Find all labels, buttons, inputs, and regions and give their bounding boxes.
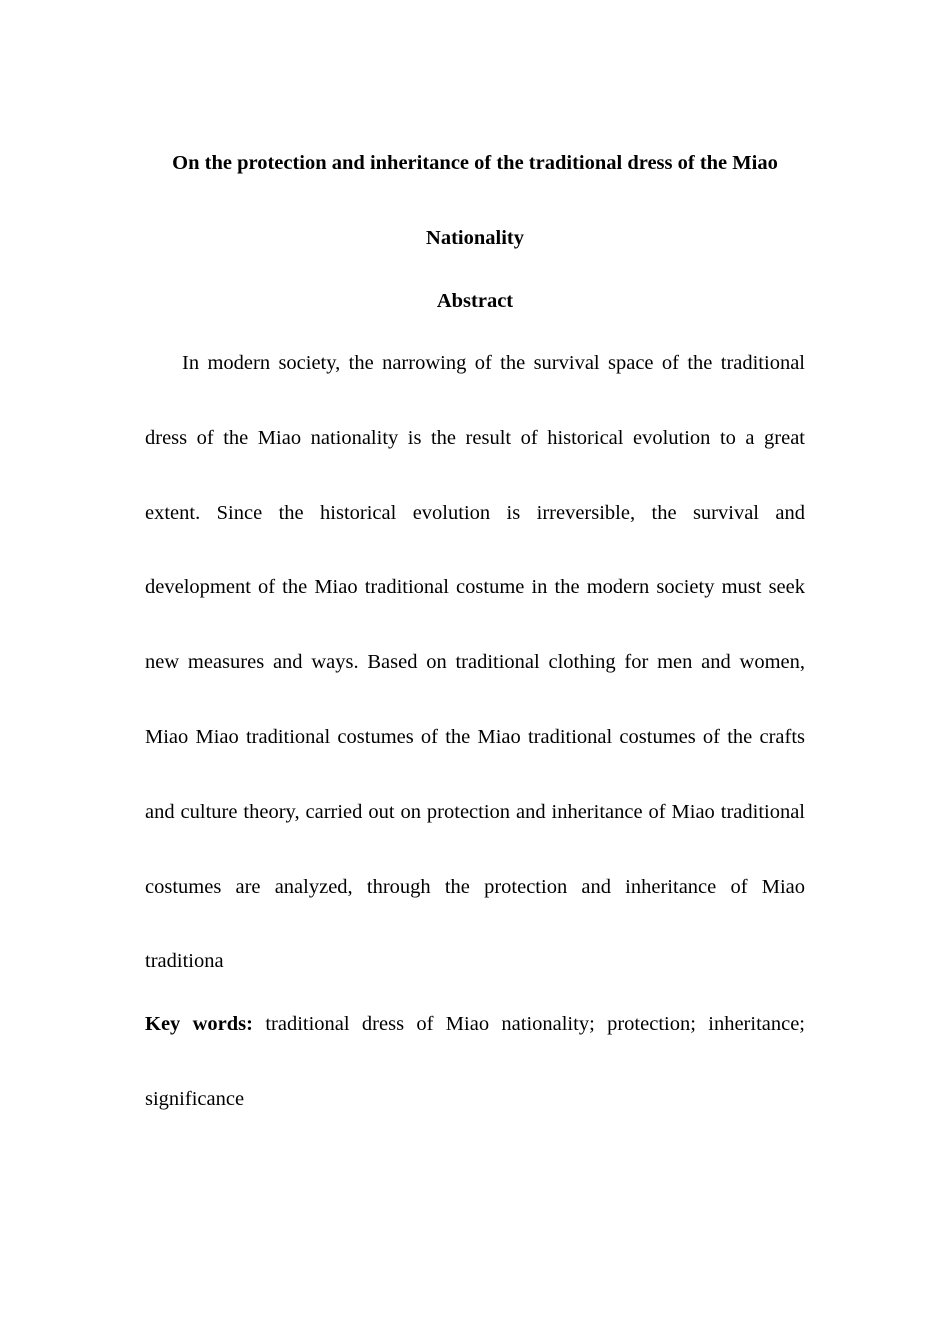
abstract-heading: Abstract [436,290,514,312]
keywords-paragraph [145,987,805,1137]
keywords-text: traditional dress of Miao nationality; protection; inheritance; significance [145,1013,806,1110]
document-title [145,126,805,276]
title-line-2: Nationality [426,227,524,249]
document-page [145,126,805,1137]
abstract-body: In modern society, the narrowing of the survival space of the traditional dress of the Miao nationality is the result of historical evolution to a great extent. Since the historical evolution is irreversible, the survival and development of the Miao traditional costume in the modern society must seek new measures and ways. Based on traditional clothing for men and women, Miao Miao traditional costumes of the Miao traditional costumes of the crafts and culture theory, carried out on protection and inheritance of Miao traditional costumes are analyzed, through the protection and inheritance of Miao traditiona [145,352,805,973]
keywords-label: Key words: [145,1013,253,1036]
title-line-1: On the protection and inheritance of the traditional dress of the Miao [172,152,778,174]
